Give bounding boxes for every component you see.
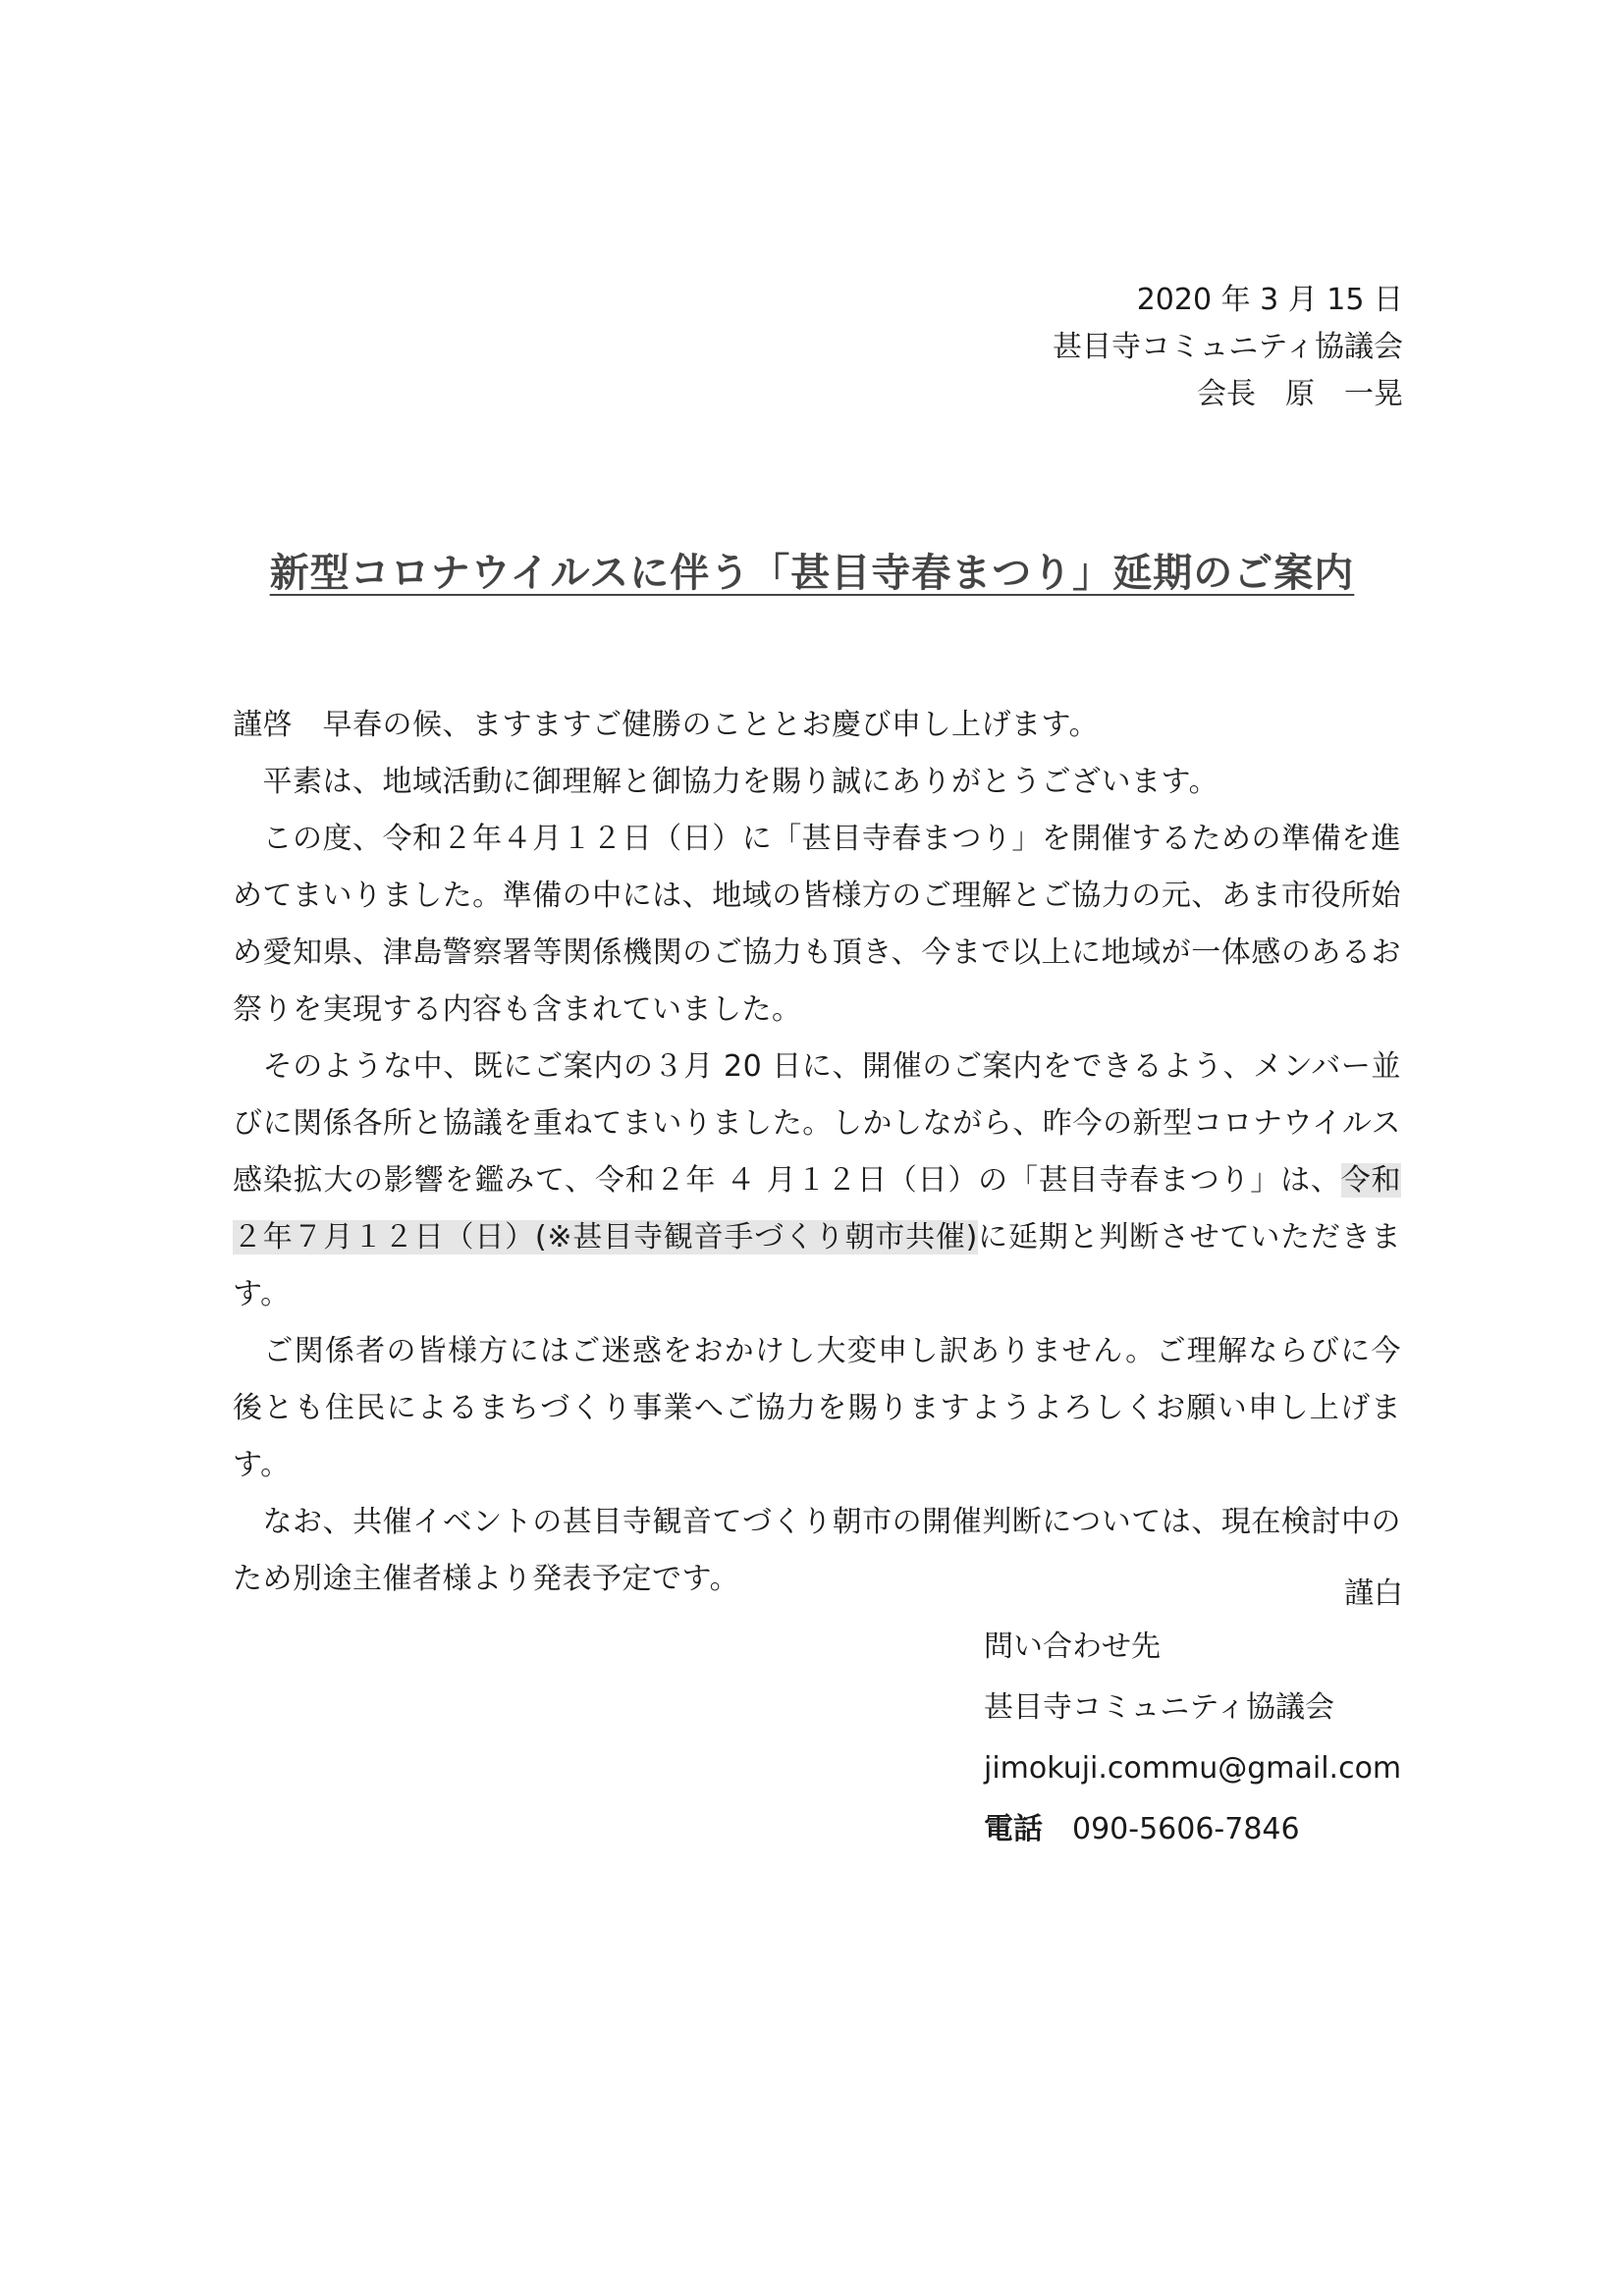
sender-organization: 甚目寺コミュニティ協議会	[1053, 330, 1403, 364]
body-paragraph: この度、令和２年４月１２日（日）に「甚目寺春まつり」を開催するための準備を進めてまいりました。準備の中には、地域の皆様方のご理解とご協力の元、あま市役所始め愛知県、津島警察署等関係機関のご協力も頂き、今まで以上に地域が一体感のあるお祭りを実現する内容も含まれていました。	[233, 822, 1401, 1027]
postponement-text: そのような中、既にご案内の３月 20 日に、開催のご案内をできるよう、メンバー並びに関係各所と協議を重ねてまいりました。しかしながら、昨今の新型コロナウイルス感染拡大の影響を鑑みて、令和２年 ４ 月１２日（日）の「甚目寺春まつり」は、	[233, 1049, 1401, 1198]
body-paragraph: ご関係者の皆様方にはご迷惑をおかけし大変申し訳ありません。ご理解ならびに今後とも住民によるまちづくり事業へご協力を賜りますようよろしくお願い申し上げます。	[233, 1334, 1401, 1482]
letter-date: 2020 年 3 月 15 日	[1136, 283, 1403, 317]
sender-signatory: 会長 原 一晃	[1197, 377, 1403, 411]
body-paragraph: 平素は、地域活動に御理解と御協力を賜り誠にありがとうございます。	[233, 765, 1219, 799]
new-date-highlight: 令和２年７月１２日（日）(※甚目寺観音手づくり朝市共催)	[233, 1163, 1401, 1255]
contact-label: 問い合わせ先	[984, 1629, 1161, 1664]
contact-email: jimokuji.commu@gmail.com	[984, 1751, 1402, 1786]
contact-organization: 甚目寺コミュニティ協議会	[984, 1690, 1334, 1725]
contact-block	[984, 1617, 1401, 1860]
closing-word: 謹白	[1344, 1576, 1403, 1611]
body-paragraph: なお、共催イベントの甚目寺観音てづくり朝市の開催判断については、現在検討中のため別途主催者様より発表予定です。	[233, 1505, 1401, 1596]
greeting-paragraph: 謹啓 早春の候、ますますご健勝のこととお慶び申し上げます。	[233, 708, 1100, 742]
body-paragraph-postponement	[233, 1039, 1401, 1323]
postponement-text-end: に延期と判断させていただきます。	[233, 1220, 1402, 1311]
phone-number: 090-5606-7846	[1072, 1812, 1300, 1846]
contact-phone	[984, 1799, 1401, 1860]
phone-label: 電話	[984, 1812, 1043, 1846]
letter-header	[1053, 277, 1403, 418]
document-title: 新型コロナウイルスに伴う「甚目寺春まつり」延期のご案内	[269, 551, 1355, 596]
letter-body	[233, 697, 1401, 1608]
